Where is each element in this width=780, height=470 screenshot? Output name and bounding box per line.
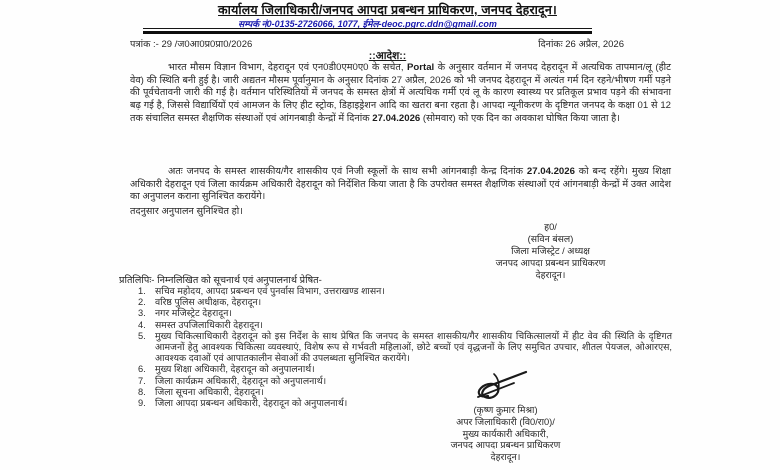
item-text: जिला आपदा प्रबन्धन अधिकारी, देहरादून को अनुपालनार्थ। — [155, 398, 348, 409]
list-item — [138, 286, 672, 297]
list-item — [138, 398, 672, 409]
handwritten-signature-icon — [474, 366, 574, 406]
compliance-note: तदनुसार अनुपालन सुनिश्चित हो। — [130, 206, 243, 217]
item-text: नगर मजिस्ट्रेट देहरादून। — [155, 308, 232, 319]
item-text: मुख्य चिकित्साधिकारी देहरादून को इस निर्देश के साथ प्रेषित कि जनपद के समस्त शासकीय/गैर शासकीय चिकित्सालयों में हीट वेव की स्थिति के दृष्टिगत आमजनों हेतु आवश्यक चिकित्सा व्यवस्थाएं, विशेष रूप से गर्भवती महिलाओं, छोटे बच्चों एवं वृद्धजनों के लिए समुचित उपचार, शीतल पेयजल, ओआरएस, आवश्यक दवाओं एवं आपातकालीन सेवाओं की उपलब्धता सुनिश्चित करायेंगे। — [155, 330, 672, 364]
order-date: दिनांकः 26 अप्रैल, 2026 — [538, 39, 624, 50]
para2-text: अतः जनपद के समस्त शासकीय/गैर शासकीय एवं निजी स्कूलों के साथ सभी आंगनबाड़ी केन्द्र दिनांक — [168, 166, 527, 177]
signatory1-designation: देहरादून। — [535, 270, 566, 280]
signatory2-name: (कृष्ण कुमार मिश्रा) — [473, 405, 538, 415]
office-title — [95, 1, 680, 18]
portal-name: Portal — [407, 62, 435, 73]
item-number: 2. — [138, 297, 146, 308]
item-number: 9. — [138, 398, 146, 409]
ref-number: पत्रांक :- 29 /ज0आ0प्र0प्रा0/2026 — [130, 39, 253, 50]
signatory2-designation: जनपद आपदा प्रबन्धन प्राधिकरण — [450, 440, 561, 451]
item-text: जिला सूचना अधिकारी, देहरादून। — [155, 386, 264, 397]
item-text: सचिव महोदय, आपदा प्रबन्धन एवं पुनर्वास विभाग, उत्तराखण्ड शासन। — [155, 286, 385, 296]
order-paragraph-2 — [130, 166, 671, 204]
copies-list — [138, 286, 672, 409]
signatory-block-dm — [468, 221, 633, 281]
item-number: 4. — [138, 319, 146, 330]
contact-line-text: सम्पर्क नं0-0135-2726066, 1077, ईमेल-deoc.pgrc.ddn@gmail.com — [238, 19, 497, 29]
signatory2-designation: अपर जिलाधिकारी (वि0/रा0)/ — [456, 416, 555, 427]
signed-mark: ह0/ — [544, 222, 557, 232]
order-heading-text: ::आदेश:: — [368, 50, 407, 62]
signatory2-designation: मुख्य कार्यकारी अधिकारी, — [462, 428, 549, 439]
item-number: 7. — [138, 375, 146, 386]
signatory1-designation: जिला मजिस्ट्रेट / अध्यक्ष — [511, 246, 590, 256]
office-title-text: कार्यालय जिलाधिकारी/जनपद आपदा प्रबन्धन प्राधिकरण, जनपद देहरादून। — [218, 3, 557, 17]
order-heading — [95, 49, 680, 63]
para1-text: भारत मौसम विज्ञान विभाग, देहरादून एवं एन0डी0एम0ए0 के सचेत, — [168, 62, 408, 73]
order-paragraph-1 — [130, 62, 671, 126]
list-item — [138, 308, 672, 319]
para1-text: (सोमवार) को एक दिन का अवकाश घोषित किया जाता है। — [420, 112, 620, 124]
copies-heading: प्रतिलिपिः- निम्नलिखित को सूचनार्थ एवं अनुपालनार्थ प्रेषित- — [119, 275, 322, 286]
header-divider — [143, 28, 592, 34]
signatory2-designation: देहरादून। — [490, 452, 521, 463]
signatory1-designation: जनपद आपदा प्रबन्धन प्राधिकरण — [495, 258, 606, 268]
para1-text: के अनुसार वर्तमान में जनपद देहरादून में अत्यधिक तापमान/लू (हीट वेव) की स्थिति बनी हुई है। जारी अद्यतन मौसम पूर्वानुमान के अनुसार दिनांक 27 अप्रैल, 2026 को भी जनपद देहरादून में अत्यंत गर्म दिन रहने/भीषण गर्मी पड़ने की पूर्वचेतावनी जारी की गई है। वर्तमान परिस्थितियों में जनपद के समस्त क्षेत्रों में अत्यधिक गर्मी एवं लू के कारण स्वास्थ्य पर प्रतिकूल प्रभाव पड़ने की संभावना बढ़ गई है, जिससे विद्यार्थियों एवं आमजन के लिए हीट स्ट्रोक, डिहाइड्रेशन आदि का खतरा बना रहता है। आपदा न्यूनीकरण के दृष्टिगत जनपद के कक्षा 01 से 12 तक संचालित समस्त शैक्षणिक संस्थाओं एवं आंगनबाड़ी केन्द्रों में दिनांक — [130, 62, 671, 124]
para2-text: को बन्द रहेंगे। मुख्य शिक्षा अधिकारी देहरादून एवं जिला कार्यक्रम अधिकारी देहरादून को निर्देशित किया जाता है कि उपरोक्त समस्त शैक्षणिक संस्थाओं एवं आंगनबाड़ी केन्द्रों में उक्त आदेश का अनुपालन कराना सुनिश्चित करायेंगे। — [130, 166, 671, 203]
list-item — [138, 297, 672, 308]
holiday-date: 27.04.2026 — [372, 112, 421, 124]
item-number: 1. — [138, 286, 146, 296]
list-item — [138, 320, 672, 331]
item-text: वरिष्ठ पुलिस अधीक्षक, देहरादून। — [155, 297, 262, 308]
signatory-block-adm — [428, 405, 583, 464]
closure-date: 27.04.2026 — [526, 166, 575, 177]
item-text: जिला कार्यक्रम अधिकारी, देहरादून को अनुपालनार्थ। — [155, 375, 327, 386]
item-number: 8. — [138, 386, 146, 397]
item-text: समस्त उपजिलाधिकारी देहरादून। — [155, 319, 263, 330]
item-number: 5. — [138, 330, 146, 341]
list-item — [138, 364, 672, 375]
item-number: 3. — [138, 308, 146, 319]
list-item — [138, 331, 672, 365]
list-item — [138, 387, 672, 398]
item-number: 6. — [138, 364, 146, 375]
item-text: मुख्य शिक्षा अधिकारी, देहरादून को अनुपालनार्थ। — [155, 364, 315, 375]
list-item — [138, 376, 672, 387]
signatory1-name: (सविन बंसल) — [527, 234, 574, 244]
